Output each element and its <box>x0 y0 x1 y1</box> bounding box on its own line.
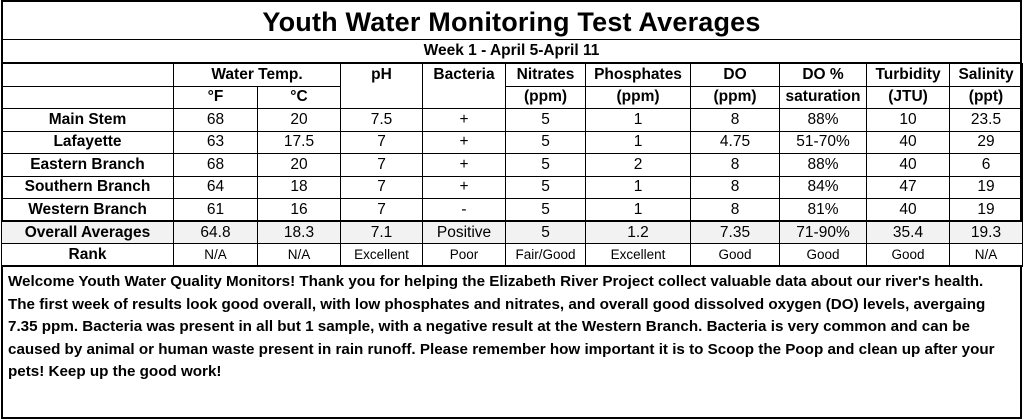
averages-label: Overall Averages <box>2 221 174 244</box>
cell-temp-f: 68 <box>174 154 258 177</box>
rank-salinity: N/A <box>950 244 1023 267</box>
cell-do-percent: 51-70% <box>780 131 867 154</box>
header-phosphates: Phosphates <box>586 64 691 87</box>
cell-phosphates: 1 <box>586 131 691 154</box>
table-row <box>2 176 1023 199</box>
avg-nitrates: 5 <box>506 221 586 244</box>
cell-temp-f: 63 <box>174 131 258 154</box>
cell-temp-f: 64 <box>174 176 258 199</box>
page-title: Youth Water Monitoring Test Averages <box>3 2 1020 40</box>
cell-ph: 7.5 <box>341 109 423 132</box>
cell-do: 8 <box>691 176 780 199</box>
cell-salinity: 19 <box>950 176 1023 199</box>
unit-bacteria <box>423 86 506 109</box>
cell-do-percent: 84% <box>780 176 867 199</box>
cell-do-percent: 88% <box>780 109 867 132</box>
unit-do: (ppm) <box>691 86 780 109</box>
cell-phosphates: 1 <box>586 199 691 222</box>
cell-ph: 7 <box>341 154 423 177</box>
units-corner <box>2 86 174 109</box>
site-label: Eastern Branch <box>2 154 174 177</box>
rank-temp-c: N/A <box>258 244 341 267</box>
header-ph: pH <box>341 64 423 87</box>
cell-bacteria: + <box>423 154 506 177</box>
cell-salinity: 19 <box>950 199 1023 222</box>
cell-nitrates: 5 <box>506 176 586 199</box>
avg-temp-c: 18.3 <box>258 221 341 244</box>
cell-temp-f: 68 <box>174 109 258 132</box>
unit-ph <box>341 86 423 109</box>
cell-bacteria: + <box>423 109 506 132</box>
table-row <box>2 131 1023 154</box>
cell-do: 8 <box>691 154 780 177</box>
cell-temp-c: 18 <box>258 176 341 199</box>
rank-phosphates: Excellent <box>586 244 691 267</box>
unit-nitrates: (ppm) <box>506 86 586 109</box>
cell-ph: 7 <box>341 199 423 222</box>
cell-salinity: 6 <box>950 154 1023 177</box>
rank-do-percent: Good <box>780 244 867 267</box>
rank-temp-f: N/A <box>174 244 258 267</box>
cell-nitrates: 5 <box>506 154 586 177</box>
header-nitrates: Nitrates <box>506 64 586 87</box>
cell-nitrates: 5 <box>506 109 586 132</box>
site-label: Southern Branch <box>2 176 174 199</box>
cell-do: 8 <box>691 199 780 222</box>
cell-salinity: 29 <box>950 131 1023 154</box>
header-row-parameters <box>2 64 1023 87</box>
header-bacteria: Bacteria <box>423 64 506 87</box>
rank-nitrates: Fair/Good <box>506 244 586 267</box>
cell-phosphates: 1 <box>586 176 691 199</box>
table-row <box>2 199 1023 222</box>
table-row <box>2 154 1023 177</box>
cell-ph: 7 <box>341 176 423 199</box>
unit-do-percent: saturation <box>780 86 867 109</box>
rank-ph: Excellent <box>341 244 423 267</box>
averages-row <box>2 221 1023 244</box>
rank-do: Good <box>691 244 780 267</box>
cell-temp-c: 16 <box>258 199 341 222</box>
unit-turbidity: (JTU) <box>867 86 950 109</box>
site-label: Western Branch <box>2 199 174 222</box>
avg-phosphates: 1.2 <box>586 221 691 244</box>
header-do: DO <box>691 64 780 87</box>
table-row <box>2 109 1023 132</box>
cell-temp-c: 20 <box>258 109 341 132</box>
cell-turbidity: 40 <box>867 199 950 222</box>
cell-nitrates: 5 <box>506 131 586 154</box>
rank-row <box>2 244 1023 267</box>
header-corner <box>2 64 174 87</box>
cell-turbidity: 10 <box>867 109 950 132</box>
cell-bacteria: - <box>423 199 506 222</box>
unit-salinity: (ppt) <box>950 86 1023 109</box>
avg-temp-f: 64.8 <box>174 221 258 244</box>
header-do-percent: DO % <box>780 64 867 87</box>
header-row-units <box>2 86 1023 109</box>
cell-temp-f: 61 <box>174 199 258 222</box>
cell-phosphates: 1 <box>586 109 691 132</box>
cell-bacteria: + <box>423 176 506 199</box>
avg-salinity: 19.3 <box>950 221 1023 244</box>
welcome-message: Welcome Youth Water Quality Monitors! Thank you for helping the Elizabeth River Project collect valuable data about our river's health. The first week of results look good overall, with low phosphates and nitrates, and overall good dissolved oxygen (DO) levels, avergaing 7.35 ppm. Bacteria was present in all but 1 sample, with a negative result at the Western Branch. Bacteria is very common and can be caused by animal or human waste present in rain runoff. Please remember how important it is to Scoop the Poop and clean up after your pets! Keep up the good work! <box>8 273 995 380</box>
report-sheet <box>1 0 1022 419</box>
cell-turbidity: 47 <box>867 176 950 199</box>
site-label: Lafayette <box>2 131 174 154</box>
cell-ph: 7 <box>341 131 423 154</box>
avg-do-percent: 71-90% <box>780 221 867 244</box>
cell-bacteria: + <box>423 131 506 154</box>
cell-salinity: 23.5 <box>950 109 1023 132</box>
rank-label: Rank <box>2 244 174 267</box>
cell-do: 8 <box>691 109 780 132</box>
cell-turbidity: 40 <box>867 154 950 177</box>
cell-temp-c: 17.5 <box>258 131 341 154</box>
rank-bacteria: Poor <box>423 244 506 267</box>
site-label: Main Stem <box>2 109 174 132</box>
avg-bacteria: Positive <box>423 221 506 244</box>
cell-nitrates: 5 <box>506 199 586 222</box>
cell-temp-c: 20 <box>258 154 341 177</box>
week-range: Week 1 - April 5-April 11 <box>3 40 1020 63</box>
avg-ph: 7.1 <box>341 221 423 244</box>
cell-phosphates: 2 <box>586 154 691 177</box>
avg-turbidity: 35.4 <box>867 221 950 244</box>
cell-do: 4.75 <box>691 131 780 154</box>
unit-fahrenheit: °F <box>174 86 258 109</box>
rank-turbidity: Good <box>867 244 950 267</box>
unit-celsius: °C <box>258 86 341 109</box>
cell-turbidity: 40 <box>867 131 950 154</box>
results-table <box>1 63 1023 267</box>
header-turbidity: Turbidity <box>867 64 950 87</box>
cell-do-percent: 81% <box>780 199 867 222</box>
unit-phosphates: (ppm) <box>586 86 691 109</box>
header-salinity: Salinity <box>950 64 1023 87</box>
avg-do: 7.35 <box>691 221 780 244</box>
cell-do-percent: 88% <box>780 154 867 177</box>
header-water-temp: Water Temp. <box>174 64 341 87</box>
